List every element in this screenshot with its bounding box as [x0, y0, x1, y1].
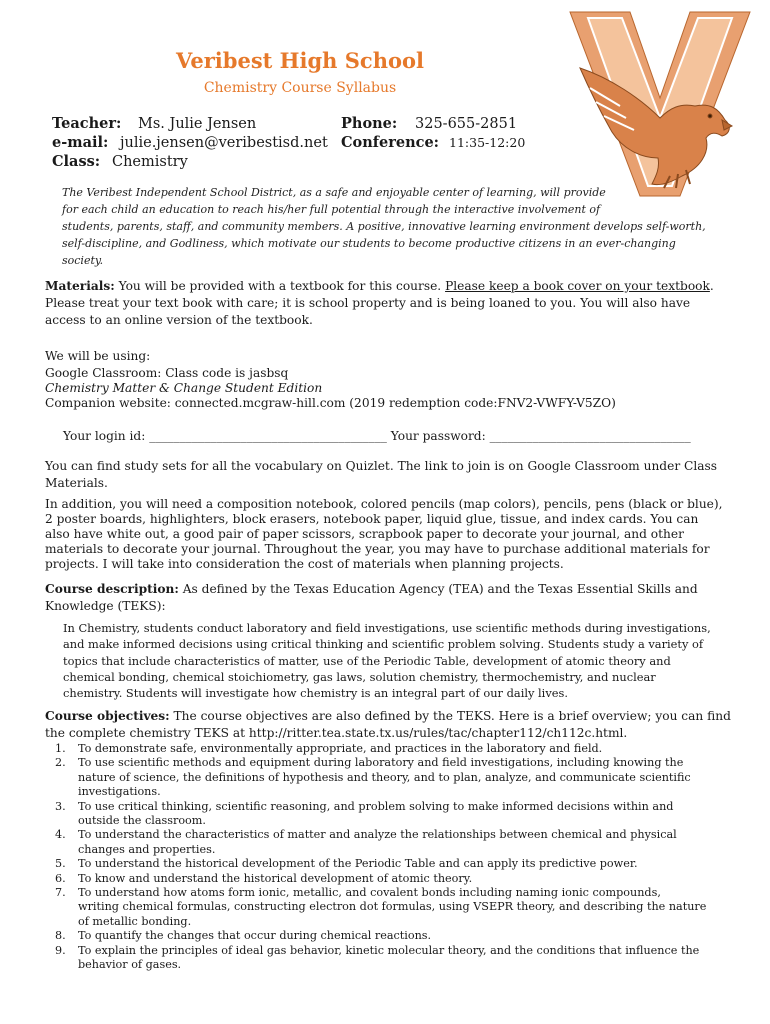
list-item — [45, 886, 735, 929]
companion-website: Companion website: connected.mcgraw-hill.com (2019 redemption code:FNV2-VWFY-V5ZO) — [45, 396, 616, 410]
eagle-v-logo-icon — [560, 8, 760, 200]
objective-text: of metallic bonding. — [78, 914, 192, 928]
book-cover-note: Please keep a book cover on your textbook — [445, 279, 710, 293]
class-value: Chemistry — [112, 154, 188, 170]
list-item — [45, 742, 735, 756]
password-label: Your password: — [386, 429, 490, 443]
mission-statement — [62, 184, 726, 269]
materials-text: You will be provided with a textbook for this course. — [114, 279, 446, 293]
quizlet-line: Materials. — [45, 476, 108, 490]
list-item — [45, 929, 735, 943]
list-item — [45, 800, 735, 829]
conference-value: 11:35-12:20 — [449, 135, 526, 150]
objective-number: 3. — [55, 799, 66, 813]
course-description-text: As defined by the Texas Education Agency (TEA) and the Texas Essential Skills and — [178, 582, 698, 596]
login-line — [63, 428, 753, 445]
teks-line: chemistry. Students will investigate how chemistry is an integral part of our daily lives. — [63, 686, 568, 701]
supplies-line: In addition, you will need a composition notebook, colored pencils (map colors), pencils, pens (black or blue), — [45, 497, 723, 511]
objective-text: To understand how atoms form ionic, metallic, and covalent bonds including naming ionic compounds, — [78, 886, 661, 900]
school-name: Veribest High School — [176, 48, 424, 73]
conference-label: Conference: — [341, 134, 440, 151]
objective-number: 1. — [55, 742, 66, 755]
conference-row — [341, 133, 525, 153]
objective-number: 9. — [55, 943, 66, 957]
objective-number: 8. — [55, 929, 66, 943]
materials-label: Materials: — [45, 279, 115, 293]
list-item — [45, 756, 735, 799]
materials-line: access to an online version of the textbook. — [45, 313, 313, 327]
teks-description — [63, 620, 723, 701]
objective-text: To explain the principles of ideal gas behavior, kinetic molecular theory, and the conditions that influence the — [78, 943, 700, 957]
materials-period: . — [709, 279, 714, 293]
resources-section — [45, 349, 735, 411]
password-blank[interactable]: _________________________________ — [489, 429, 691, 443]
teks-line: and make informed decisions using critical thinking and scientific problem solving. Students study a variety of — [63, 637, 704, 652]
objective-text: investigations. — [78, 785, 161, 799]
objective-text: outside the classroom. — [78, 814, 206, 828]
objective-number: 6. — [55, 871, 66, 885]
list-item — [45, 828, 735, 857]
objective-text: writing chemical formulas, constructing electron dot formulas, using VSEPR theory, and describing the nature — [78, 900, 707, 914]
phone-label: Phone: — [341, 115, 398, 132]
quizlet-line: You can find study sets for all the vocabulary on Quizlet. The link to join is on Google Classroom under Class — [45, 459, 718, 473]
mission-line: self-discipline, and Godliness, which motivate our students to become productive citizens in an ever-changing — [62, 237, 676, 250]
course-description-label: Course description: — [45, 582, 179, 596]
google-classroom-code: Google Classroom: Class code is jasbsq — [45, 366, 289, 380]
objective-text: nature of science, the definitions of hypothesis and theory, and to plan, analyze, and communicate scientific — [78, 770, 691, 784]
textbook-title: Chemistry Matter & Change Student Edition — [45, 381, 323, 395]
objective-text: To understand the characteristics of matter and analyze the relationships between chemical and physical — [78, 828, 677, 842]
supplies-line: 2 poster boards, highlighters, block erasers, notebook paper, liquid glue, tissue, and index cards. You can — [45, 512, 699, 526]
materials-section — [45, 278, 735, 329]
course-objectives-section — [45, 708, 735, 742]
teks-line: chemical bonding, chemical stoichiometry, gas laws, solution chemistry, thermochemistry, and nuclear — [63, 669, 656, 684]
mission-line: for each child an education to reach his/her full potential through the interactive involvement of — [62, 203, 601, 216]
objective-text: changes and properties. — [78, 842, 216, 856]
objectives-list — [45, 742, 735, 973]
objective-number: 5. — [55, 857, 66, 871]
objective-text: To know and understand the historical development of atomic theory. — [78, 871, 473, 885]
teacher-label: Teacher: — [52, 115, 122, 132]
objective-number: 4. — [55, 828, 66, 842]
teks-link-line: the complete chemistry TEKS at http://ritter.tea.state.tx.us/rules/tac/chapter112/ch112c.html. — [45, 726, 628, 740]
course-description-text: Knowledge (TEKS): — [45, 599, 166, 613]
quizlet-section — [45, 458, 735, 492]
teks-line: In Chemistry, students conduct laboratory and field investigations, use scientific methods during investigations, — [63, 621, 711, 635]
mission-line: students, parents, staff, and community members. A positive, innovative learning environment develops self-worth, — [62, 220, 706, 233]
course-objectives-text: The course objectives are also defined by the TEKS. Here is a brief overview; you can find — [169, 709, 731, 723]
objective-text: To use critical thinking, scientific reasoning, and problem solving to make informed decisions within and — [78, 799, 674, 813]
login-id-blank[interactable]: _______________________________________ — [149, 429, 387, 443]
supplies-section — [45, 497, 735, 572]
objective-text: To demonstrate safe, environmentally appropriate, and practices in the laboratory and field. — [78, 742, 603, 755]
teacher-row — [52, 114, 256, 134]
objective-number: 7. — [55, 886, 66, 900]
teacher-value: Ms. Julie Jensen — [138, 116, 257, 132]
teks-line: topics that include characteristics of matter, use of the Periodic Table, development of atomic theory and — [63, 653, 671, 668]
course-objectives-label: Course objectives: — [45, 709, 170, 723]
syllabus-subtitle: Chemistry Course Syllabus — [203, 80, 397, 96]
class-row — [52, 152, 188, 172]
supplies-line: materials to decorate your journal. Throughout the year, you may have to purchase additional materials for — [45, 542, 710, 556]
objective-text: To quantify the changes that occur during chemical reactions. — [78, 929, 432, 943]
materials-line: Please treat your text book with care; it is school property and is being loaned to you. You will also have — [45, 296, 691, 310]
list-item — [45, 944, 735, 973]
email-label: e-mail: — [52, 134, 109, 151]
course-description-section — [45, 581, 735, 615]
objective-text: To understand the historical development of the Periodic Table and can apply its predictive power. — [78, 857, 638, 871]
list-item — [45, 857, 735, 871]
phone-row — [341, 114, 517, 134]
email-row — [52, 133, 328, 153]
objective-text: behavior of gases. — [78, 958, 182, 972]
email-value: julie.jensen@veribestisd.net — [120, 135, 328, 151]
mission-line: The Veribest Independent School District, as a safe and enjoyable center of learning, will provide — [62, 186, 606, 199]
login-id-label: Your login id: — [63, 429, 150, 443]
list-item — [45, 872, 735, 886]
objective-text: To use scientific methods and equipment during laboratory and field investigations, including knowing the — [78, 756, 684, 770]
phone-value: 325-655-2851 — [415, 116, 518, 132]
resources-intro: We will be using: — [45, 349, 151, 363]
mission-line: society. — [62, 254, 104, 267]
supplies-line: projects. I will take into consideration the cost of materials when planning projects. — [45, 557, 564, 571]
class-label: Class: — [52, 153, 101, 170]
objective-number: 2. — [55, 756, 66, 770]
supplies-line: also have white out, a good pair of paper scissors, scrapbook paper to decorate your journal, and other — [45, 527, 684, 541]
